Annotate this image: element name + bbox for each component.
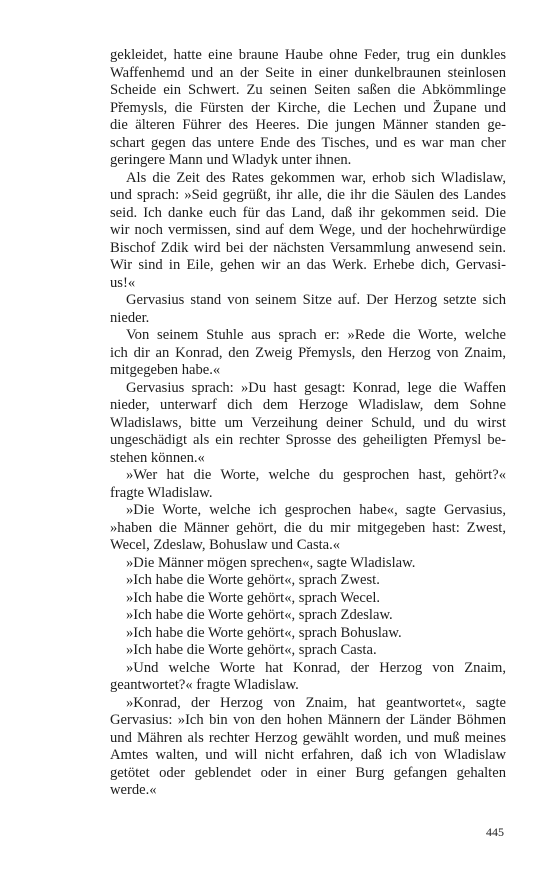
text-line: Přemysls, die Fürsten der Kirche, die Lechen und Županе und — [110, 99, 506, 116]
text-line: geringere Mann und Wladyk unter ihnen. — [110, 152, 352, 168]
text-line: »Ich habe die Worte gehört«, sprach Bohuslaw. — [126, 624, 402, 641]
text-line: Amtes walten, und will nicht erfahren, daß ich von Wladislaw — [110, 747, 506, 763]
text-line: ich dir an Konrad, den Zweig Přemysls, den Herzog von Znaim, — [110, 344, 506, 361]
text-line: Gervasius stand von seinem Sitze auf. Der Herzog setzte sich — [126, 292, 506, 308]
text-line: »Ich habe die Worte gehört«, sprach Wecel. — [126, 589, 381, 606]
text-line: Bischof Zdik wird bei der nächsten Versammlung anwesend sein. — [110, 239, 506, 256]
text-line: und sprach: »Seid gegrüßt, ihr alle, die ihr die Säulen des Landes — [110, 187, 506, 203]
text-line: Wecel, Zdeslaw, Bohuslaw und Casta.« — [110, 537, 341, 553]
text-line: »Ich habe die Worte gehört«, sprach Casta. — [126, 642, 377, 658]
text-line: »Die Männer mögen sprechen«, sagte Wladislaw. — [126, 554, 416, 571]
text-line: »Und welche Worte hat Konrad, der Herzog von Znaim, — [126, 659, 506, 676]
text-line: wir noch vermissen, sind auf dem Wege, und der hochehrwürdige — [110, 222, 506, 238]
text-line: Gervasius sprach: »Du hast gesagt: Konrad, lege die Waffen — [126, 379, 506, 396]
text-line: nieder, unterwarf dich dem Herzoge Wladislaw, dem Sohne — [110, 397, 506, 413]
text-line: Scheide ein Schwert. Zu seinen Seiten saßen die Abkömmlinge — [110, 82, 506, 98]
text-line: »Ich habe die Worte gehört«, sprach Zwest. — [126, 572, 380, 588]
text-line: »Die Worte, welche ich gesprochen habe«, sagte Gervasius, — [126, 502, 506, 518]
text-line: Wir sind in Eile, gehen wir an das Werk. Erhebe dich, Gervasi- — [110, 257, 506, 273]
page-number: 445 — [486, 825, 504, 839]
text-line: us!« — [110, 274, 136, 291]
text-line: die älteren Führer des Heeres. Die jungen Männer standen ge- — [110, 117, 506, 133]
text-line: gekleidet, hatte eine braune Haube ohne Feder, trug ein dunkles — [110, 47, 506, 63]
text-line: Von seinem Stuhle aus sprach er: »Rede die Worte, welche — [126, 327, 506, 343]
text-line: Wladislaws, bitte um Verzeihung deiner Schuld, und du wirst — [110, 414, 506, 431]
text-line: schart gegen das untere Ende des Tisches, und es war man cher — [110, 134, 506, 151]
text-line: »haben die Männer gehört, die du mir mitgegeben hast: Zwest, — [110, 519, 506, 536]
text-line: geantwortet?« fragte Wladislaw. — [110, 677, 299, 693]
text-line: »Konrad, der Herzog von Znaim, hat geantwortet«, sagte — [126, 694, 506, 711]
text-line: nieder. — [110, 309, 150, 326]
text-line: fragte Wladislaw. — [110, 484, 213, 501]
text-line: werde.« — [110, 782, 157, 798]
text-line: ungeschädigt als ein rechter Sprosse des geheiligten Přemysl be- — [110, 432, 506, 448]
text-line: getötet oder geblendet oder in einer Burg gefangen gehalten — [110, 764, 506, 781]
text-line: und Mähren als rechter Herzog gewählt worden, und muß meines — [110, 729, 506, 746]
text-line: seid. Ich danke euch für das Land, daß ihr gekommen seid. Die — [110, 204, 506, 221]
body-text — [110, 47, 506, 800]
text-line: mitgegeben habe.« — [110, 362, 221, 378]
text-line: Waffenhemd und an der Seite in einer dunkelbraunen steinlosen — [110, 64, 506, 81]
text-line: stehen können.« — [110, 449, 205, 466]
text-line: »Wer hat die Worte, welche du gesprochen hast, gehört?« — [126, 467, 506, 483]
text-line: »Ich habe die Worte gehört«, sprach Zdeslaw. — [126, 607, 393, 623]
text-line: Gervasius: »Ich bin von den hohen Männern der Länder Böhmen — [110, 712, 506, 728]
text-line: Als die Zeit des Rates gekommen war, erhob sich Wladislaw, — [126, 169, 506, 186]
